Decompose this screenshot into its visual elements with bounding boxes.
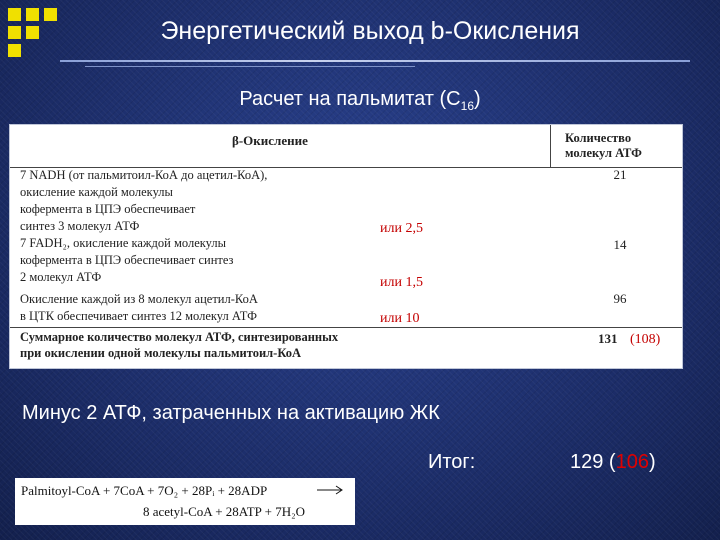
total-value [570,451,656,474]
total-main: 129 ( [570,451,616,473]
reaction-arrow-icon [317,484,345,496]
total-close: ) [648,451,656,473]
row-line: при окислении одной молекулы пальмитоил-КоА [20,346,302,360]
note-summary: (108) [630,332,661,347]
row-line: 7 NADH (от пальмитоил-КоА до ацетил-КоА), [20,168,268,182]
reaction-equation [15,478,355,525]
note-fadh2: или 1,5 [380,275,423,290]
header-atp-count [565,131,655,161]
row-line: окисление каждой молекулы [20,185,173,199]
total-label: Итог: [428,451,476,473]
row-value-acetyl-coa: 96 [613,291,627,306]
equation-reactants: Palmitoyl-CoA + 7CoA + 7O₂ + 28Pᵢ + 28ADP [21,483,268,498]
row-line: в ЦТК обеспечивает синтез 12 молекул АТФ [20,309,258,323]
slide-subtitle [0,88,720,113]
row-line: синтез 3 молекул АТФ [20,219,140,233]
header-atp-line1: Количество [565,131,632,145]
row-line: 7 FADH₂, окисление каждой молекулы [20,236,226,250]
summary-divider [10,327,682,328]
row-line: Суммарное количество молекул АТФ, синтезированных [20,330,339,344]
table-row-acetyl-coa [20,291,258,325]
row-line: Окисление каждой из 8 молекул ацетил-КоА [20,292,258,306]
header-atp-line2: молекул АТФ [565,146,642,160]
slide-title: Энергетический выход b-Окисления [160,17,580,45]
row-line: кофермента в ЦПЭ обеспечивает синтез [20,253,234,267]
row-value-summary: 131 [598,331,618,346]
table-row-summary [20,329,338,361]
note-nadh: или 2,5 [380,221,423,236]
subtitle-subscript: 16 [460,99,474,113]
table-row-nadh [20,167,267,235]
note-acetyl-coa: или 10 [380,311,420,326]
equation-products: 8 acetyl-CoA + 28ATP + 7H₂O [143,504,306,519]
title-divider-secondary [85,66,415,67]
row-value-fadh2: 14 [613,237,627,252]
header-divider [550,125,551,167]
slide-logo [8,8,68,68]
header-oxidation: β-Окисление [232,133,308,148]
row-value-nadh: 21 [613,167,627,182]
atp-yield-table [10,125,682,368]
title-divider [60,60,690,62]
subtitle-text: Расчет на пальмитат (С [239,88,461,110]
total-alt: 106 [615,451,649,473]
subtitle-close: ) [474,88,481,110]
row-line: кофермента в ЦПЭ обеспечивает [20,202,196,216]
table-row-fadh2 [20,235,234,286]
row-line: 2 молекул АТФ [20,270,102,284]
table-header [10,125,682,168]
activation-cost-text: Минус 2 АТФ, затраченных на активацию ЖК [22,402,440,424]
